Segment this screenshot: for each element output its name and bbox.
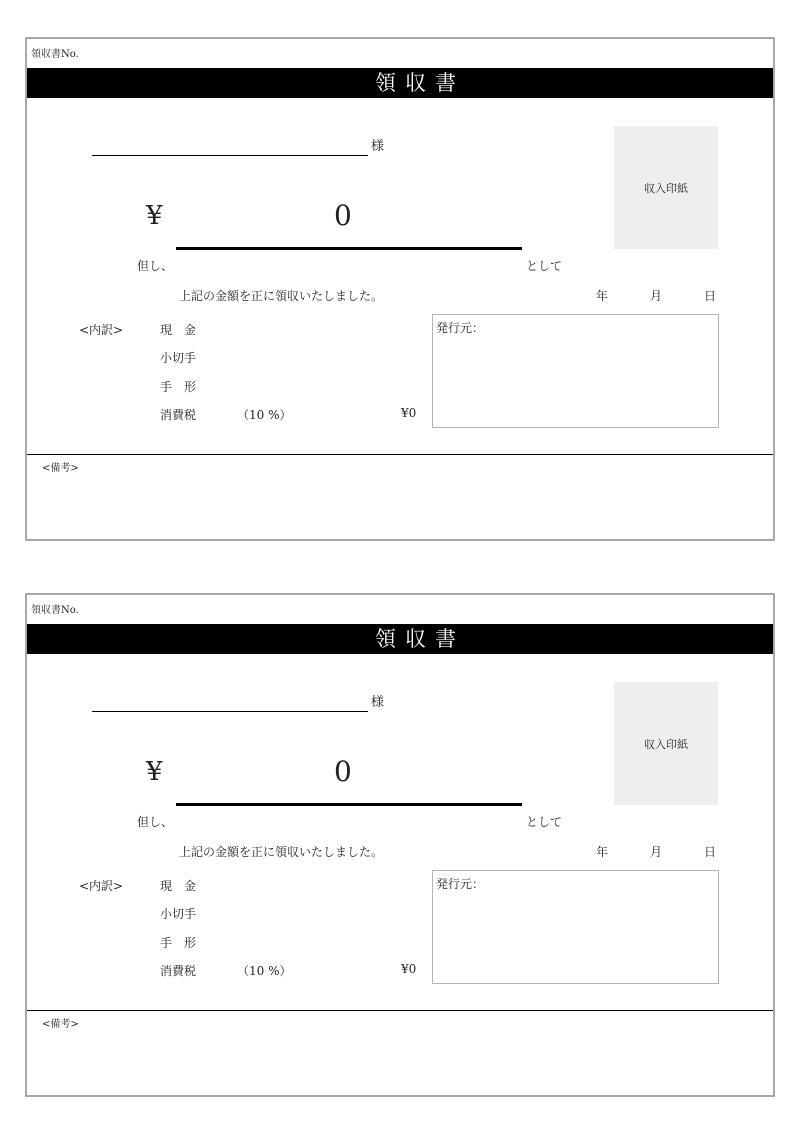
- breakdown-tax: 消費税: [160, 964, 197, 978]
- recipient-name-line[interactable]: [92, 711, 368, 712]
- tax-rate: （10 %）: [237, 408, 292, 422]
- receipt-title: 領収書: [27, 624, 773, 654]
- breakdown-bill: 手 形: [160, 936, 197, 950]
- proviso-suffix: として: [526, 815, 563, 829]
- receipt-form: [25, 593, 775, 1097]
- remarks-label: <備考>: [42, 463, 79, 474]
- proviso-suffix: として: [526, 259, 563, 273]
- date-year-label: 年: [596, 845, 609, 859]
- amount-underline: [176, 247, 522, 250]
- date-day-label: 日: [704, 845, 717, 859]
- currency-symbol: ¥: [146, 201, 163, 231]
- breakdown-check: 小切手: [160, 907, 197, 921]
- receipt-number-label: 領収書No.: [31, 49, 79, 60]
- received-statement: 上記の金額を正に領収いたしました。: [179, 289, 384, 303]
- breakdown-bill: 手 形: [160, 380, 197, 394]
- honorific-label: 様: [371, 139, 385, 154]
- honorific-label: 様: [371, 695, 385, 710]
- issuer-label: 発行元：: [436, 877, 485, 891]
- revenue-stamp-box: 収入印紙: [614, 126, 718, 249]
- receipt-form: [25, 37, 775, 541]
- receipt-number-label: 領収書No.: [31, 605, 79, 616]
- amount-underline: [176, 803, 522, 806]
- remarks-label: <備考>: [42, 1019, 79, 1030]
- breakdown-cash: 現 金: [160, 323, 197, 337]
- breakdown-check: 小切手: [160, 351, 197, 365]
- breakdown-tax: 消費税: [160, 408, 197, 422]
- breakdown-cash: 現 金: [160, 879, 197, 893]
- revenue-stamp-box: 収入印紙: [614, 682, 718, 805]
- recipient-name-line[interactable]: [92, 155, 368, 156]
- tax-amount: ¥0: [401, 962, 417, 976]
- currency-symbol: ¥: [146, 757, 163, 787]
- date-month-label: 月: [650, 845, 663, 859]
- date-day-label: 日: [704, 289, 717, 303]
- amount-value[interactable]: 0: [334, 755, 352, 788]
- received-statement: 上記の金額を正に領収いたしました。: [179, 845, 384, 859]
- issuer-label: 発行元：: [436, 321, 485, 335]
- breakdown-label: <内訳>: [79, 323, 124, 337]
- remarks-divider: [27, 1010, 773, 1011]
- issuer-box[interactable]: [432, 314, 719, 428]
- date-year-label: 年: [596, 289, 609, 303]
- remarks-divider: [27, 454, 773, 455]
- date-month-label: 月: [650, 289, 663, 303]
- proviso-prefix: 但し、: [137, 815, 174, 829]
- tax-rate: （10 %）: [237, 964, 292, 978]
- amount-value[interactable]: 0: [334, 199, 352, 232]
- tax-amount: ¥0: [401, 406, 417, 420]
- receipt-title: 領収書: [27, 68, 773, 98]
- proviso-prefix: 但し、: [137, 259, 174, 273]
- issuer-box[interactable]: [432, 870, 719, 984]
- breakdown-label: <内訳>: [79, 879, 124, 893]
